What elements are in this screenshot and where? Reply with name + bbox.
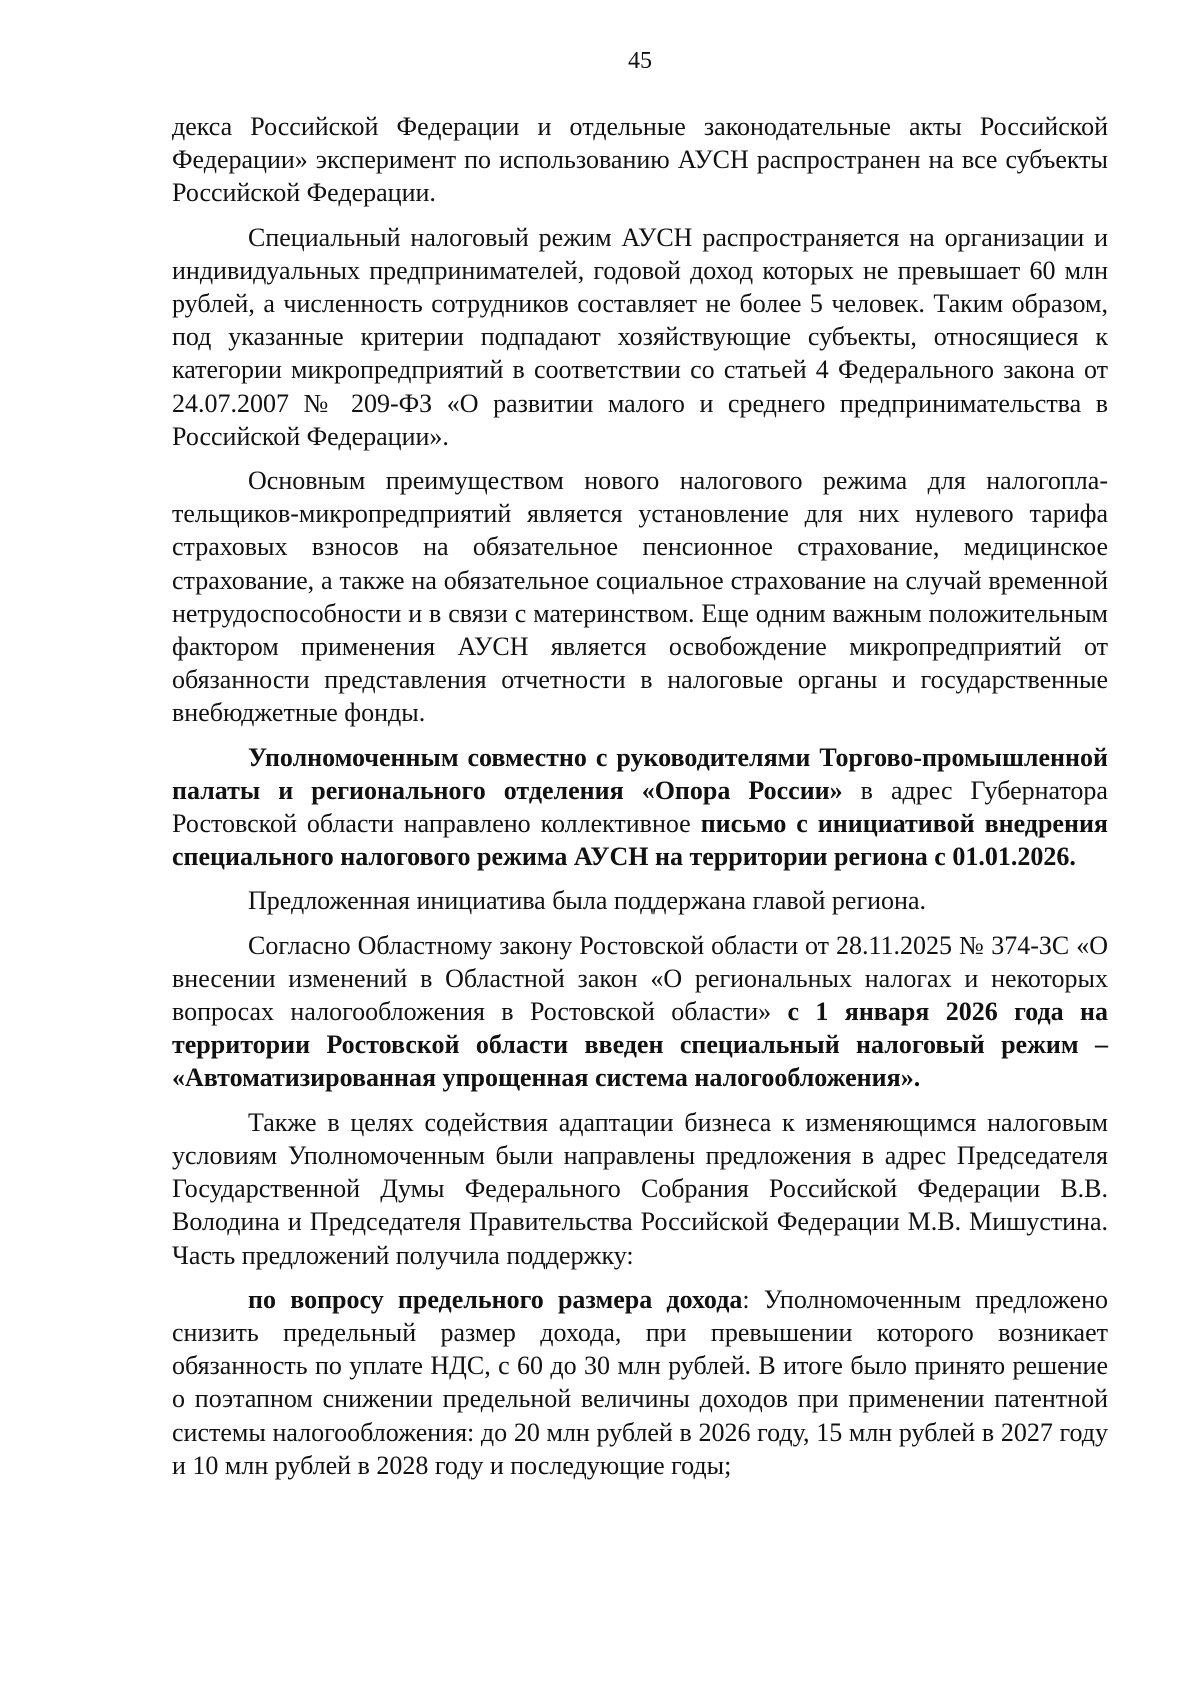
text-segment: Также в целях содействия адаптации бизнеса к изменяющимся налоговым условиям Уполномоченным были направлены предложения в адрес Председателя Государственной Думы Федерального Собрания Российской Федерации В.В. Володина и Председателя Правительства Российской Федерации М.В. Мишустина. Часть предложений получила поддержку:: [172, 1107, 1108, 1270]
page-number: 45: [628, 48, 652, 74]
text-segment: Основным преимуществом нового налогового режима для налогоплательщиков-микропредприятий является установление для них нулевого тарифа страховых взносов на обязательное пенсионное страхование, медицинское страхование, а также на обязательное социальное страхование на случай временной нетрудоспособности и в связи с материнством. Еще одним важным положительным фактором применения АУСН является освобождение микропредприятий от обязанности представления отчетности в налоговые органы и государственные внебюджетные фонды.: [172, 466, 1108, 728]
paragraph: [172, 110, 1108, 210]
paragraph: [172, 1106, 1108, 1272]
bold-text-segment: письмо с инициативой внедрения специального налогового режима АУСН на территории региона с 01.01.2026.: [172, 809, 1108, 872]
bold-text-segment: Уполномоченным совместно с руководителями Торгово-промышленной палаты и регионального отделения «Опора России»: [172, 742, 1108, 805]
paragraph: [172, 741, 1108, 874]
text-segment: Предложенная инициатива была поддержана главой региона.: [248, 886, 926, 916]
document-body: [172, 110, 1108, 1482]
paragraph: [172, 884, 1108, 917]
text-segment: в адрес Губернатора Ростовской области направлено коллективное: [172, 775, 1108, 839]
text-segment: Согласно Областному закону Ростовской области от 28.11.2025 № 374-ЗС «О внесении изменений в Областной закон «О региональных налогах и некоторых вопросах налогообложения в Ростовской области»: [172, 930, 1108, 1027]
paragraph: [172, 929, 1108, 1095]
text-segment: : Уполномоченным предложено снизить предельный размер дохода, при превышении которого возникает обязанность по уплате НДС, с 60 до 30 млн рублей. В итоге было принято решение о поэтапном снижении предельной величины доходов при применении патентной системы налогообложения: до 20 млн рублей в 2026 году, 15 млн рублей в 2027 году и 10 млн рублей в 2028 году и последующие годы;: [172, 1284, 1108, 1480]
text-segment: Специальный налоговый режим АУСН распространяется на организации и индивидуальных предпринимателей, годовой доход которых не превышает 60 млн рублей, а численность сотрудников составляет не более 5 человек. Таким образом, под указанные критерии подпадают хозяйствующие субъекты, относящиеся к категории микропредприятий в соответствии со статьей 4 Федерального закона от 24.07.2007 № 209-ФЗ «О развитии малого и среднего предпринимательства в Российской Федерации».: [172, 222, 1108, 451]
bold-text-segment: с 1 января 2026 года на территории Ростовской области введен специальный налоговый режим – «Автоматизированная упрощенная система налогообложения».: [172, 997, 1109, 1093]
text-segment: декса Российской Федерации и отдельные законодательные акты Российской Федерации» эксперимент по использованию АУСН распространен на все субъекты Российской Федерации.: [172, 112, 1108, 208]
paragraph: [172, 221, 1108, 453]
paragraph: [172, 1283, 1108, 1482]
bold-text-segment: по вопросу предельного размера дохода: [248, 1284, 743, 1314]
paragraph: [172, 464, 1108, 730]
